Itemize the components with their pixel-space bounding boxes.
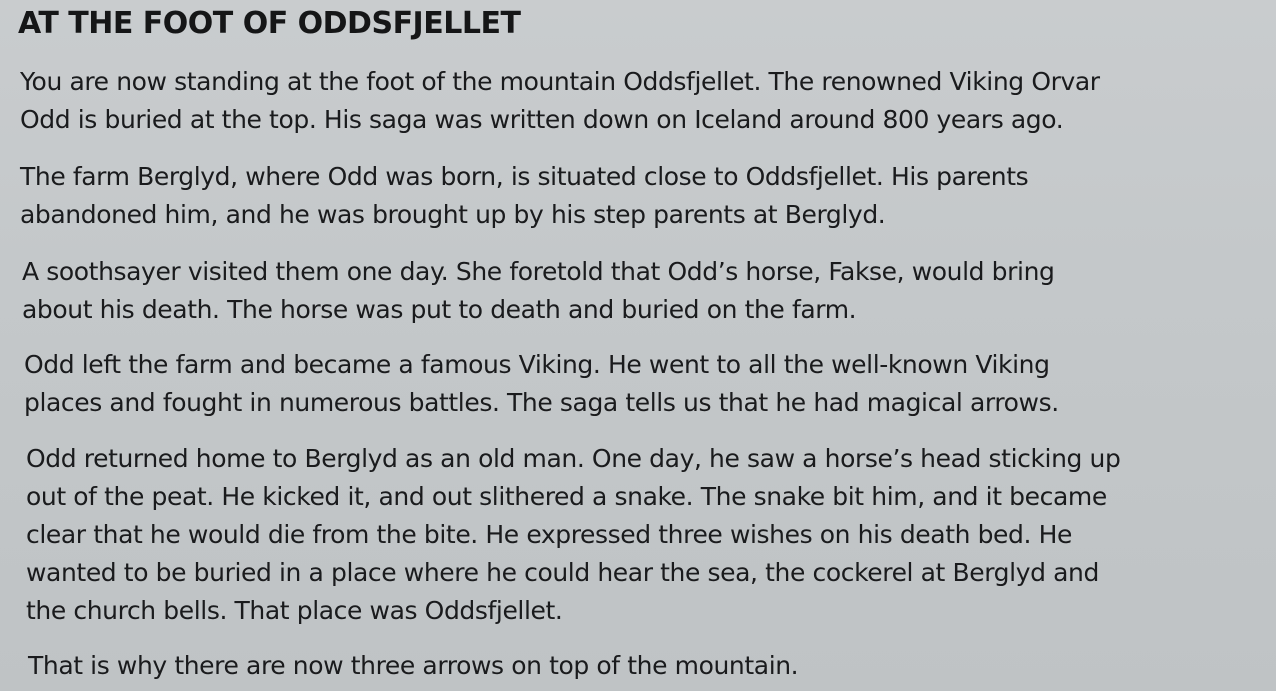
sign-title: AT THE FOOT OF ODDSFJELLET xyxy=(18,6,521,41)
paragraph-1 xyxy=(20,63,1100,139)
paragraph-line: wanted to be buried in a place where he could hear the sea, the cockerel at Berglyd and xyxy=(26,558,1099,587)
paragraph-4 xyxy=(24,346,1059,422)
paragraph-line: Odd is buried at the top. His saga was written down on Iceland around 800 years ago. xyxy=(20,105,1064,134)
paragraph-2 xyxy=(20,158,1028,234)
paragraph-line: out of the peat. He kicked it, and out slithered a snake. The snake bit him, and it became xyxy=(26,482,1107,511)
paragraph-3 xyxy=(22,253,1055,329)
paragraph-5 xyxy=(26,440,1120,630)
paragraph-line: The farm Berglyd, where Odd was born, is situated close to Oddsfjellet. His parents xyxy=(20,162,1029,191)
paragraph-line: clear that he would die from the bite. He expressed three wishes on his death bed. He xyxy=(26,520,1072,549)
paragraph-line: places and fought in numerous battles. The saga tells us that he had magical arrows. xyxy=(24,388,1059,417)
paragraph-line: Odd left the farm and became a famous Viking. He went to all the well-known Viking xyxy=(24,350,1050,379)
paragraph-line: You are now standing at the foot of the mountain Oddsfjellet. The renowned Viking Orvar xyxy=(20,67,1100,96)
paragraph-line: abandoned him, and he was brought up by his step parents at Berglyd. xyxy=(20,200,886,229)
paragraph-line: That is why there are now three arrows on top of the mountain. xyxy=(28,651,799,680)
paragraph-line: the church bells. That place was Oddsfjellet. xyxy=(26,596,563,625)
paragraph-6 xyxy=(28,647,798,685)
paragraph-line: A soothsayer visited them one day. She foretold that Odd’s horse, Fakse, would bring xyxy=(22,257,1055,286)
paragraph-line: Odd returned home to Berglyd as an old man. One day, he saw a horse’s head sticking up xyxy=(26,444,1121,473)
paragraph-line: about his death. The horse was put to death and buried on the farm. xyxy=(22,295,857,324)
